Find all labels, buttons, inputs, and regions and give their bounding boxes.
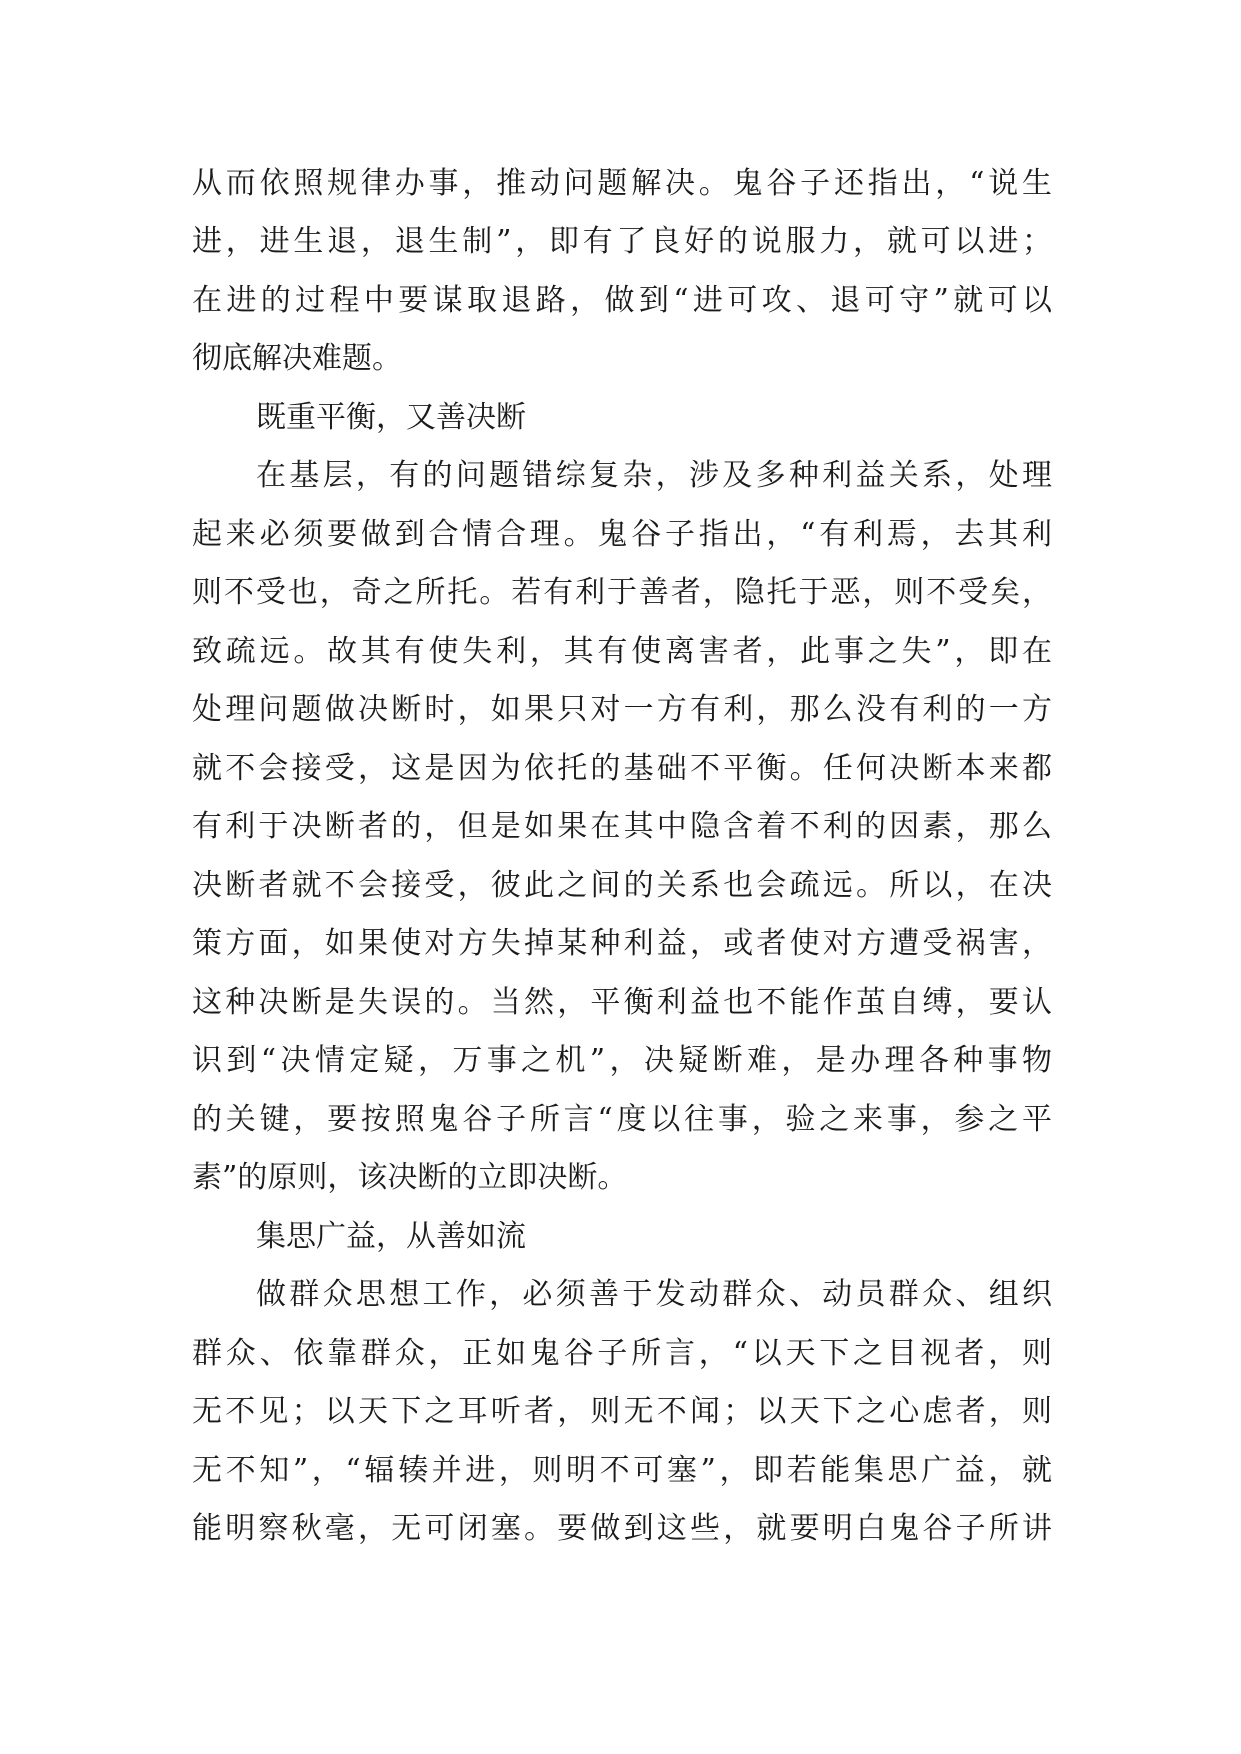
text-line: 的关键，要按照鬼谷子所言“度以往事，验之来事，参之平	[192, 1102, 1052, 1137]
text-line: 进，进生退，退生制”，即有了良好的说服力，就可以进；	[192, 224, 1052, 259]
text-line: 做群众思想工作，必须善于发动群众、动员群众、组织	[256, 1277, 1052, 1312]
text-line: 有利于决断者的，但是如果在其中隐含着不利的因素，那么	[192, 809, 1052, 844]
text-line: 这种决断是失误的。当然，平衡利益也不能作茧自缚，要认	[192, 985, 1052, 1020]
text-line: 在基层，有的问题错综复杂，涉及多种利益关系，处理	[256, 458, 1052, 493]
section-heading: 集思广益，从善如流	[256, 1219, 526, 1254]
text-line: 致疏远。故其有使失利，其有使离害者，此事之失”，即在	[192, 634, 1052, 669]
text-line: 在进的过程中要谋取退路，做到“进可攻、退可守”就可以	[192, 283, 1052, 318]
text-line: 策方面，如果使对方失掉某种利益，或者使对方遭受祸害，	[192, 926, 1052, 961]
text-line: 彻底解决难题。	[192, 341, 402, 376]
text-line: 决断者就不会接受，彼此之间的关系也会疏远。所以，在决	[192, 868, 1052, 903]
text-line: 素”的原则，该决断的立即决断。	[192, 1160, 628, 1195]
text-line: 群众、依靠群众，正如鬼谷子所言，“以天下之目视者，则	[192, 1336, 1052, 1371]
text-line: 从而依照规律办事，推动问题解决。鬼谷子还指出，“说生	[192, 166, 1052, 201]
text-line: 无不见；以天下之耳听者，则无不闻；以天下之心虑者，则	[192, 1394, 1052, 1429]
section-heading: 既重平衡，又善决断	[256, 400, 526, 435]
text-line: 则不受也，奇之所托。若有利于善者，隐托于恶，则不受矣，	[192, 575, 1052, 610]
text-line: 处理问题做决断时，如果只对一方有利，那么没有利的一方	[192, 692, 1052, 727]
text-line: 能明察秋毫，无可闭塞。要做到这些，就要明白鬼谷子所讲	[192, 1511, 1052, 1546]
text-line: 就不会接受，这是因为依托的基础不平衡。任何决断本来都	[192, 751, 1052, 786]
text-line: 识到“决情定疑，万事之机”，决疑断难，是办理各种事物	[192, 1043, 1052, 1078]
text-line: 起来必须要做到合情合理。鬼谷子指出，“有利焉，去其利	[192, 517, 1052, 552]
text-line: 无不知”，“辐辏并进，则明不可塞”，即若能集思广益，就	[192, 1453, 1052, 1488]
